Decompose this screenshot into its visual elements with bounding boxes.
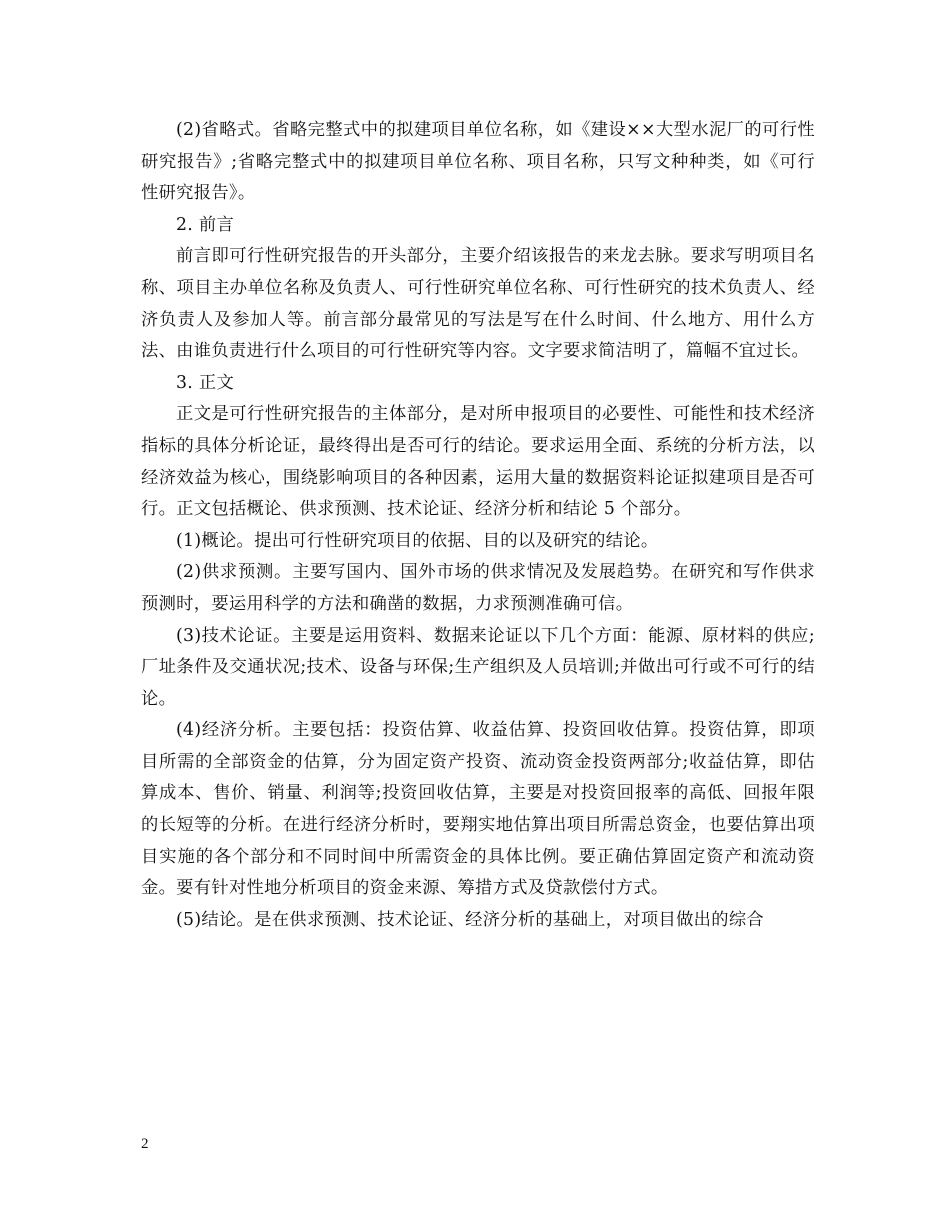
paragraph-technical: (3)技术论证。主要是运用资料、数据来论证以下几个方面：能源、原材料的供应;厂址条件及交通状况;技术、设备与环保;生产组织及人员培训;并做出可行或不可行的结论。 bbox=[141, 625, 815, 709]
heading-main-text: 3. 正文 bbox=[176, 372, 235, 393]
paragraph-conclusion: (5)结论。是在供求预测、技术论证、经济分析的基础上，对项目做出的综合 bbox=[176, 909, 764, 930]
page-number: 2 bbox=[141, 1136, 149, 1152]
paragraph-supply-demand: (2)供求预测。主要写国内、国外市场的供求情况及发展趋势。在研究和写作供求预测时，要运用科学的方法和确凿的数据，力求预测准确可信。 bbox=[141, 562, 815, 614]
paragraph-preface: 前言即可行性研究报告的开头部分，主要介绍该报告的来龙去脉。要求写明项目名称、项目主办单位名称及负责人、可行性研究单位名称、可行性研究的技术负责人、经济负责人及参加人等。前言部分最常见的写法是写在什么时间、什么地方、用什么方法、由谁负责进行什么项目的可行性研究等内容。文字要求简洁明了，篇幅不宜过长。 bbox=[141, 246, 815, 362]
paragraph-overview: (1)概论。提出可行性研究项目的依据、目的以及研究的结论。 bbox=[176, 530, 659, 551]
paragraph-abbreviated-form: (2)省略式。省略完整式中的拟建项目单位名称，如《建设××大型水泥厂的可行性研究报告》;省略完整式中的拟建项目单位名称、项目名称，只写文种种类，如《可行性研究报告》。 bbox=[141, 120, 815, 204]
paragraph-economic: (4)经济分析。主要包括：投资估算、收益估算、投资回收估算。投资估算，即项目所需的全部资金的估算，分为固定资产投资、流动资金投资两部分;收益估算，即估算成本、售价、销量、利润等;投资回收估算，主要是对投资回报率的高低、回报年限的长短等的分析。在进行经济分析时，要翔实地估算出项目所需总资金，也要估算出项目实施的各个部分和不同时间中所需资金的具体比例。要正确估算固定资产和流动资金。要有针对性地分析项目的资金来源、筹措方式及贷款偿付方式。 bbox=[141, 720, 815, 899]
paragraph-main-text: 正文是可行性研究报告的主体部分，是对所申报项目的必要性、可能性和技术经济指标的具体分析论证，最终得出是否可行的结论。要求运用全面、系统的分析方法，以经济效益为核心，围绕影响项目的各种因素，运用大量的数据资料论证拟建项目是否可行。正文包括概论、供求预测、技术论证、经济分析和结论 5 个部分。 bbox=[141, 404, 815, 520]
body-text bbox=[141, 115, 815, 936]
heading-preface: 2. 前言 bbox=[176, 214, 235, 235]
